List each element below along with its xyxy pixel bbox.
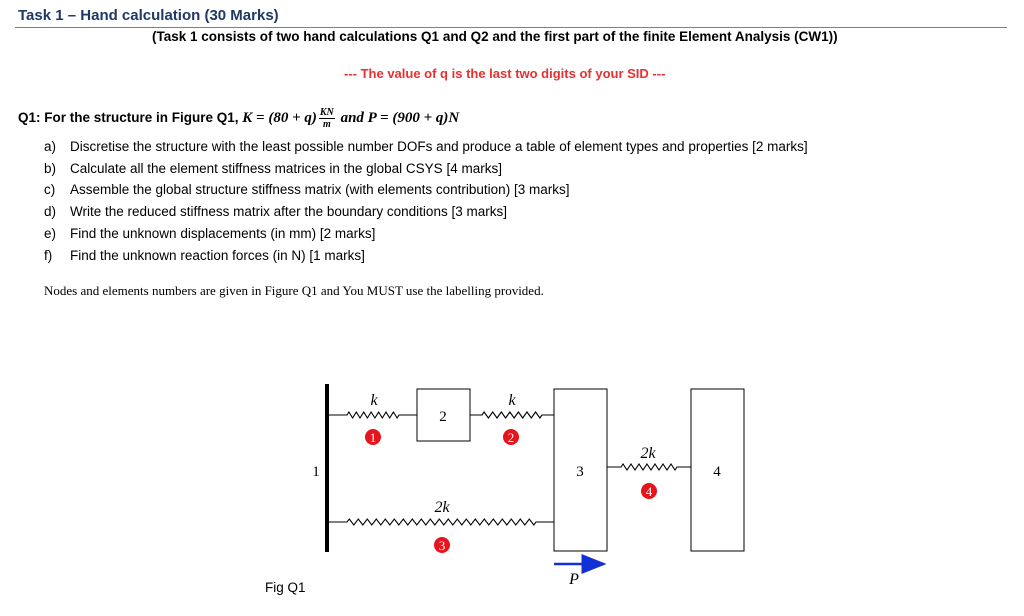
and-word: and: [340, 110, 364, 127]
element-number-1: 1: [369, 430, 377, 445]
item-text: Calculate all the element stiffness matrices in the global CSYS [4 marks]: [70, 161, 502, 176]
task-title: Task 1 – Hand calculation (30 Marks): [18, 7, 279, 24]
spring-label-3: 2k: [434, 499, 450, 516]
node-label-4: 4: [713, 464, 721, 480]
node-label-3: 3: [576, 464, 584, 480]
sid-note: --- The value of q is the last two digits of your SID ---: [344, 66, 666, 81]
item-label: e): [44, 226, 57, 241]
item-text: Discretise the structure with the least possible number DOFs and produce a table of element types and properties [2 marks]: [70, 139, 808, 154]
figure-caption: Fig Q1: [265, 580, 306, 595]
fixed-wall: [325, 384, 329, 552]
labelling-note: Nodes and elements numbers are given in Figure Q1 and You MUST use the labelling provided.: [44, 283, 544, 298]
item-label: c): [44, 182, 56, 197]
item-text: Find the unknown displacements (in mm) [2 marks]: [70, 226, 376, 241]
item-text: Find the unknown reaction forces (in N) [1 marks]: [70, 248, 365, 263]
spring-element-3: [329, 519, 554, 525]
node-label-1: 1: [312, 464, 320, 480]
spring-element-4: [607, 464, 691, 470]
question-prefix: Q1: For the structure in Figure Q1,: [18, 110, 239, 126]
element-marker-1: [365, 429, 381, 445]
unit-numerator: KN: [319, 107, 334, 118]
p-expression: P = (900 + q)N: [367, 110, 460, 127]
element-marker-3: [434, 537, 450, 553]
spring-label-1: k: [370, 392, 378, 409]
item-text: Assemble the global structure stiffness matrix (with elements contribution) [3 marks]: [70, 182, 570, 197]
spring-label-2: k: [508, 392, 516, 409]
item-text: Write the reduced stiffness matrix after the boundary conditions [3 marks]: [70, 204, 507, 219]
element-number-3: 3: [438, 538, 446, 553]
spring-element-1: [329, 412, 417, 418]
item-label: f): [44, 248, 53, 263]
element-marker-2: [503, 429, 519, 445]
element-number-4: 4: [645, 484, 653, 499]
unit-denominator: m: [322, 119, 331, 130]
spring-element-2: [470, 412, 554, 418]
item-label: a): [44, 139, 57, 154]
element-number-2: 2: [507, 430, 515, 445]
item-label: b): [44, 161, 57, 176]
force-label: P: [569, 571, 579, 588]
k-expression: K = (80 + q): [242, 110, 317, 127]
node-label-2: 2: [439, 409, 447, 425]
element-marker-4: [641, 483, 657, 499]
task-subtitle: (Task 1 consists of two hand calculations Q1 and Q2 and the first part of the finite Element Analysis (CW1)): [152, 29, 838, 44]
item-label: d): [44, 204, 57, 219]
spring-label-4: 2k: [640, 445, 656, 462]
